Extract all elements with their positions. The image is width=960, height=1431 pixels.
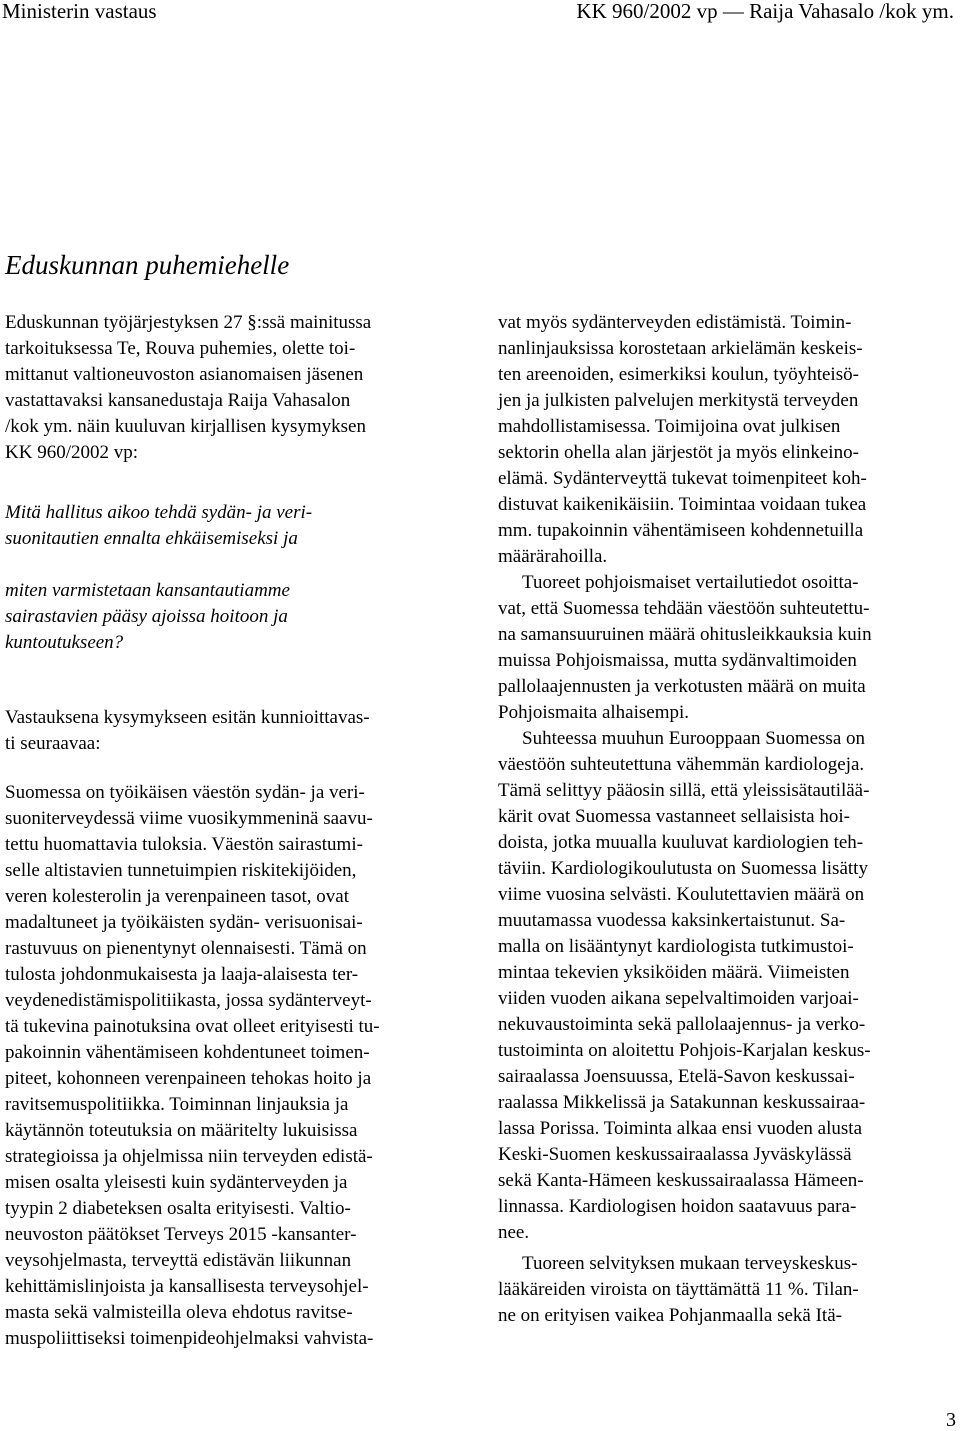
question-block — [5, 578, 465, 656]
text-line: tulosta johdonmukaisesta ja laaja-alaisesta ter- — [5, 964, 359, 985]
text-line: rastuvuus on pienentynyt olennaisesti. Tämä on — [5, 938, 367, 959]
text-line: määrärahoilla. — [498, 546, 608, 567]
text-line: malla on lisääntynyt kardiologista tutkimustoi- — [498, 936, 854, 957]
text-line: lassa Porissa. Toiminta alkaa ensi vuoden alusta — [498, 1118, 862, 1139]
text-line: raalassa Mikkelissä ja Satakunnan keskussairaa- — [498, 1092, 866, 1113]
header-left: Ministerin vastaus — [2, 0, 157, 23]
text-line: viiden vuoden aikana sepelvaltimoiden varjoai- — [498, 988, 859, 1009]
text-line: distuvat kaikenikäisiin. Toimintaa voidaan tukea — [498, 494, 867, 515]
text-line: masta sekä valmisteilla oleva ehdotus ravitse- — [5, 1302, 353, 1323]
text-line: Suomessa on työikäisen väestön sydän- ja veri- — [5, 782, 365, 803]
text-line: lääkäreiden viroista on täyttämättä 11 %. Tilan- — [498, 1279, 859, 1300]
text-line: KK 960/2002 vp: — [5, 442, 138, 463]
text-line: Keski-Suomen keskussairaalassa Jyväskylässä — [498, 1144, 852, 1165]
header-right: KK 960/2002 vp — Raija Vahasalo /kok ym. — [576, 0, 954, 23]
text-line: madaltuneet ja työikäisten sydän- verisuonisai- — [5, 912, 363, 933]
text-line: Pohjoismaita alhaisempi. — [498, 702, 690, 723]
text-line: elämä. Sydänterveyttä tukevat toimenpiteet koh- — [498, 468, 867, 489]
text-line: Tuoreet pohjoismaiset vertailutiedot osoitta- — [522, 572, 859, 593]
text-line: sairaalassa Joensuussa, Etelä-Savon keskussai- — [498, 1066, 855, 1087]
text-line: ne on erityisen vaikea Pohjanmaalla sekä Itä- — [498, 1305, 842, 1326]
text-line: strategioissa ja ohjelmissa niin terveyden edistä- — [5, 1146, 373, 1167]
text-line: suoniterveydessä viime vuosikymmeninä saavu- — [5, 808, 373, 829]
text-line: neuvoston päätökset Terveys 2015 -kansanter- — [5, 1224, 357, 1245]
left-column — [5, 310, 465, 466]
text-line: Tuoreen selvityksen mukaan terveyskeskus- — [522, 1253, 858, 1274]
page-title: Eduskunnan puhemiehelle — [5, 250, 290, 280]
question-line: sairastavien pääsy ajoissa hoitoon ja — [5, 606, 288, 627]
page-number: 3 — [946, 1409, 956, 1431]
text-line: mintaa tekevien yksiköiden määrä. Viimeisten — [498, 962, 850, 983]
text-line: nekuvaustoiminta sekä pallolaajennus- ja verko- — [498, 1014, 866, 1035]
text-line: /kok ym. näin kuuluvan kirjallisen kysymyksen — [5, 416, 366, 437]
text-line: kärit ovat Suomessa vastanneet sellaisista hoi- — [498, 806, 850, 827]
text-line: ti seuraavaa: — [5, 733, 101, 754]
text-line: selle altistavien tunnetuimpien riskitekijöiden, — [5, 860, 357, 881]
text-line: nanlinjauksissa korostetaan arkielämän keskeis- — [498, 338, 863, 359]
text-line: piteet, kohonneen verenpaineen tehokas hoito ja — [5, 1068, 372, 1089]
text-line: Eduskunnan työjärjestyksen 27 §:ssä mainitussa — [5, 312, 372, 333]
text-line: vat, että Suomessa tehdään väestöön suhteutettu- — [498, 598, 870, 619]
text-line: na samansuuruinen määrä ohitusleikkauksia kuin — [498, 624, 872, 645]
text-line: jen ja julkisten palvelujen merkitystä terveyden — [498, 390, 859, 411]
question-line: Mitä hallitus aikoo tehdä sydän- ja veri- — [5, 502, 313, 523]
text-line: sektorin ohella alan järjestöt ja myös elinkeino- — [498, 442, 859, 463]
text-line: Vastauksena kysymykseen esitän kunnioittavas- — [5, 707, 370, 728]
text-line: vat myös sydänterveyden edistämistä. Toimin- — [498, 312, 852, 333]
text-line: tä tukevina painotuksina ovat olleet erityisesti tu- — [5, 1016, 380, 1037]
text-line: tarkoituksessa Te, Rouva puhemies, olette toi- — [5, 338, 356, 359]
text-line: linnassa. Kardiologisen hoidon saatavuus para- — [498, 1196, 857, 1217]
text-line: Tämä selittyy pääosin sillä, että yleissisätautilää- — [498, 780, 870, 801]
text-line: viime vuosina selvästi. Koulutettavien määrä on — [498, 884, 865, 905]
text-line: ravitsemuspolitiikka. Toiminnan linjauksia ja — [5, 1094, 349, 1115]
question-block — [5, 500, 465, 552]
text-line: tettu huomattavia tuloksia. Väestön sairastumi- — [5, 834, 363, 855]
right-column — [498, 310, 960, 1329]
text-line: mahdollistamisessa. Toimijoina ovat julkisen — [498, 416, 841, 437]
text-line: muspoliittiseksi toimenpideohjelmaksi vahvista- — [5, 1328, 374, 1349]
text-line: mm. tupakoinnin vähentämiseen kohdennetuilla — [498, 520, 864, 541]
text-line: veydenedistämispolitiikasta, jossa sydänterveyt- — [5, 990, 372, 1011]
text-line: pakoinnin vähentämiseen kohdentuneet toimen- — [5, 1042, 370, 1063]
text-line: väestöön suhteutettuna vähemmän kardiologeja. — [498, 754, 865, 775]
text-line: muissa Pohjoismaissa, mutta sydänvaltimoiden — [498, 650, 857, 671]
text-line: misen osalta yleisesti kuin sydänterveyden ja — [5, 1172, 348, 1193]
text-line: nee. — [498, 1222, 530, 1243]
answer-body — [5, 780, 465, 1352]
answer-intro — [5, 705, 465, 757]
text-line: doista, jotka muualla kuuluvat kardiologien teh- — [498, 832, 864, 853]
text-line: veysohjelmasta, terveyttä edistävän liikunnan — [5, 1250, 352, 1271]
text-line: kehittämislinjoista ja kansallisesta terveysohjel- — [5, 1276, 369, 1297]
text-line: muutamassa vuodessa kaksinkertaistunut. Sa- — [498, 910, 846, 931]
question-line: kuntoutukseen? — [5, 632, 124, 653]
text-line: veren kolesterolin ja verenpaineen tasot, ovat — [5, 886, 349, 907]
text-line: pallolaajennusten ja verkotusten määrä on muita — [498, 676, 866, 697]
question-line: suonitautien ennalta ehkäisemiseksi ja — [5, 528, 298, 549]
text-line: ten areenoiden, esimerkiksi koulun, työyhteisö- — [498, 364, 859, 385]
text-line: tustoiminta on aloitettu Pohjois-Karjalan keskus- — [498, 1040, 871, 1061]
text-line: käytännön toteutuksia on määritelty lukuisissa — [5, 1120, 358, 1141]
text-line: Suhteessa muuhun Eurooppaan Suomessa on — [522, 728, 866, 749]
text-line: vastattavaksi kansanedustaja Raija Vahasalon — [5, 390, 351, 411]
text-line: täviin. Kardiologikoulutusta on Suomessa lisätty — [498, 858, 868, 879]
text-line: mittanut valtioneuvoston asianomaisen jäsenen — [5, 364, 364, 385]
text-line: tyypin 2 diabeteksen osalta erityisesti. Valtio- — [5, 1198, 351, 1219]
question-line: miten varmistetaan kansantautiamme — [5, 580, 290, 601]
text-line: sekä Kanta-Hämeen keskussairaalassa Hämeen- — [498, 1170, 864, 1191]
